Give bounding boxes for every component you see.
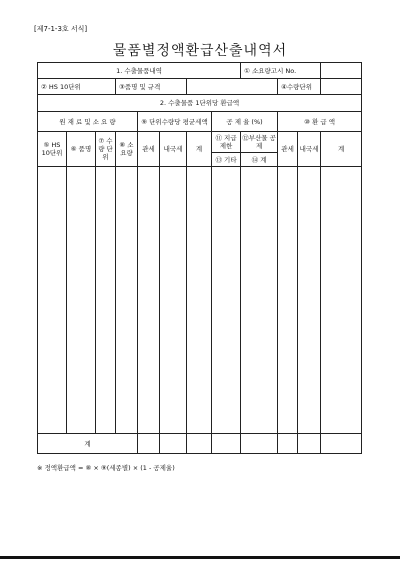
item-info-row <box>38 79 362 95</box>
required-quantity-cell[interactable] <box>116 167 138 434</box>
quantity-unit-header: ⑦ 수량 단위 <box>96 132 116 167</box>
total-refund-total-cell[interactable] <box>321 434 362 454</box>
payment-limit-cell[interactable] <box>212 167 241 434</box>
deduction-sum-header: ⑭ 계 <box>241 153 278 167</box>
refund-customs-header: 관세 <box>278 132 298 167</box>
tax-total-header: 계 <box>187 132 212 167</box>
page-title: 물품별정액환급산출내역서 <box>112 43 288 59</box>
refund-total-cell[interactable] <box>321 167 362 434</box>
refund-internal-tax-cell[interactable] <box>298 167 321 434</box>
total-customs-cell[interactable] <box>138 434 160 454</box>
refund-calculation-table <box>37 62 362 454</box>
unit-value[interactable] <box>321 79 362 95</box>
formula-note: ※ 정액환급액 = ⑧ × ⑨(세종별) × (1 - 공제율) <box>37 464 175 472</box>
export-items-row <box>38 63 362 79</box>
customs-cell[interactable] <box>138 167 160 434</box>
internal-tax-header: 내국세 <box>160 132 187 167</box>
required-quantity-header: ⑧ 소요량 <box>116 132 138 167</box>
tax-total-cell[interactable] <box>187 167 212 434</box>
total-refund-internal-tax-cell[interactable] <box>298 434 321 454</box>
notice-number-value[interactable] <box>321 63 362 79</box>
internal-tax-cell[interactable] <box>160 167 187 434</box>
refund-customs-cell[interactable] <box>278 167 298 434</box>
total-label: 계 <box>38 434 138 454</box>
refund-per-unit-row <box>38 95 362 112</box>
refund-total-header: 계 <box>321 132 362 167</box>
unit-average-tax-header: ⑨ 단위수량당 평균세액 <box>138 112 212 132</box>
export-items-label: 1. 수출물품내역 <box>38 63 241 79</box>
page-bottom-rule <box>0 556 400 559</box>
total-row <box>38 434 362 454</box>
other-deduction-header: ⑬ 기타 <box>212 153 241 167</box>
data-entry-row <box>38 167 362 434</box>
total-internal-tax-cell[interactable] <box>160 434 187 454</box>
item-name-header: ⑥ 품명 <box>67 132 96 167</box>
customs-header: 관세 <box>138 132 160 167</box>
item-spec-value[interactable] <box>187 79 278 95</box>
deduction-rate-header: 공 제 율 (%) <box>212 112 278 132</box>
raw-material-header: 원 재 료 및 소 요 량 <box>38 112 138 132</box>
unit-label: ④수량단위 <box>278 79 321 95</box>
total-tax-total-cell[interactable] <box>187 434 212 454</box>
refund-amount-header: ⑩ 환 급 액 <box>278 112 362 132</box>
quantity-unit-cell[interactable] <box>96 167 116 434</box>
hs-code-label: ② HS 10단위 <box>38 79 116 95</box>
payment-limit-header: ⑪ 지급 제한 <box>212 132 241 153</box>
refund-per-unit-label: 2. 수출물품 1단위당 환급액 <box>38 95 362 112</box>
byproduct-deduction-header: ⑫부산물 공제 <box>241 132 278 153</box>
hs10-cell[interactable] <box>38 167 67 434</box>
byproduct-deduction-cell[interactable] <box>241 167 278 434</box>
column-header-row <box>38 132 362 153</box>
notice-number-label: ① 소요량고시 No. <box>241 63 321 79</box>
item-spec-label: ③품명 및 규격 <box>116 79 187 95</box>
total-byproduct-cell[interactable] <box>241 434 278 454</box>
hs10-header: ⑤ HS 10단위 <box>38 132 67 167</box>
form-number: [제7-1-3호 서식] <box>34 25 88 33</box>
item-name-cell[interactable] <box>67 167 96 434</box>
refund-internal-tax-header: 내국세 <box>298 132 321 167</box>
total-refund-customs-cell[interactable] <box>278 434 298 454</box>
total-payment-limit-cell[interactable] <box>212 434 241 454</box>
section-header-row <box>38 112 362 132</box>
